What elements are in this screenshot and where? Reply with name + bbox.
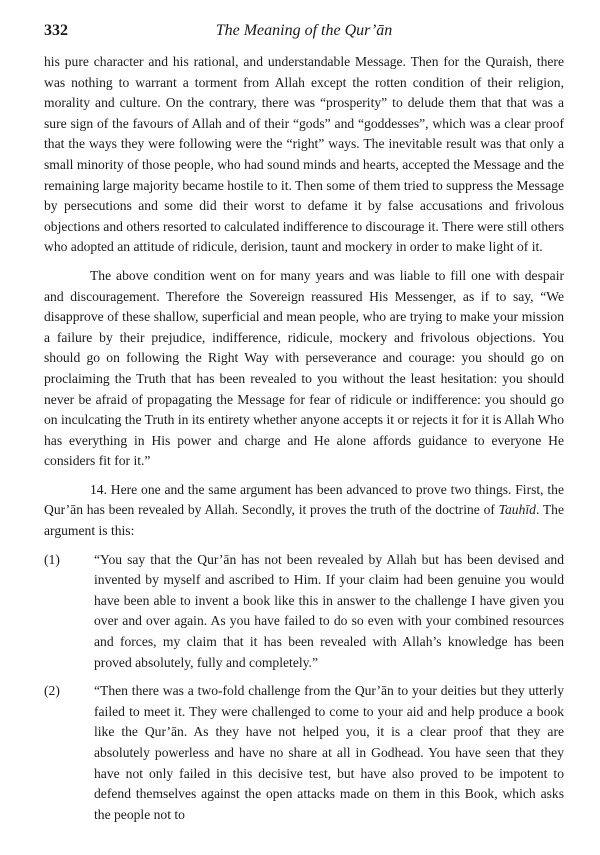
numbered-item-1 [44, 550, 564, 674]
numbered-item-2 [44, 681, 564, 825]
paragraph-continuation: his pure character and his rational, and understandable Message. Then for the Quraish, there was nothing to warrant a torment from Allah except the rotten condition of their religion, morality and culture. On the contrary, there was “prosperity” to delude them that that was a sure sign of the favours of Allah and of their “gods” and “goddesses”, which was a clear proof that the ways they were following were the “right” ways. The inevitable result was that only a small minority of those people, who had sound minds and hearts, accepted the Message and the remaining large majority became hostile to it. Then some of them tried to suppress the Message by persecutions and some did their worst to defame it by false accusations and frivolous objections and others resorted to calculated indifference to discourage it. There were still others who adopted an attitude of ridicule, derision, taunt and mockery in order to make light of it. [44, 54, 564, 255]
page-header [44, 22, 564, 44]
note-14-text-end: . The argument is this: [44, 502, 565, 539]
numbered-item-label: (2) [44, 683, 60, 699]
numbered-item-text: “You say that the Qur’ān has not been revealed by Allah but has been devised and invented by myself and ascribed to Him. If your claim had been genuine you would have been able to invent a book like this in answer to the challenge I have given you over and over again. As you have failed to do so even with your combined resources and forces, my claim that it has been revealed with Allah’s knowledge has been proved absolutely, fully and completely.” [94, 551, 564, 670]
running-title: The Meaning of the Qur’ān [215, 22, 393, 39]
page-number: 332 [44, 22, 68, 39]
numbered-item-label: (1) [44, 551, 60, 567]
paragraph-reassurance: The above condition went on for many years and was liable to fill one with despair and discouragement. Therefore the Sovereign reassured His Messenger, as if to say, “We disapprove of these shallow, superficial and mean people, who are trying to make your mission a failure by their prejudice, indifference, ridicule, mockery and frivolous objections. You should go on following the Right Way with perseverance and courage: you should go on proclaiming the Truth that has been revealed to you without the least hesitation: you should never be afraid of propagating the Message for fear of ridicule or indifference: you should go on inculcating the Truth in its entirety whether anyone accepts it or rejects it for it is Allah Who has everything in His power and charge and He alone affords guidance to everyone He considers fit for it.” [44, 267, 564, 469]
numbered-item-text: “Then there was a two-fold challenge from the Qur’ān to your deities but they utterly failed to meet it. They were challenged to come to your aid and help produce a book like the Qur’ān. As they have not helped you, it is a clear proof that they are absolutely powerless and have no share at all in Godhead. You have seen that they have not only failed in this decisive test, but have also proved to be impotent to defend themselves against the open attacks made on them in this Book, which asks the people not to [94, 683, 564, 822]
note-14 [44, 480, 564, 542]
note-14-text: 14. Here one and the same argument has been advanced to prove two things. First, the Qur’ān has been revealed by Allah. Secondly, it proves the truth of the doctrine of [44, 481, 564, 518]
note-14-italic-term: Tauhīd [498, 502, 536, 518]
